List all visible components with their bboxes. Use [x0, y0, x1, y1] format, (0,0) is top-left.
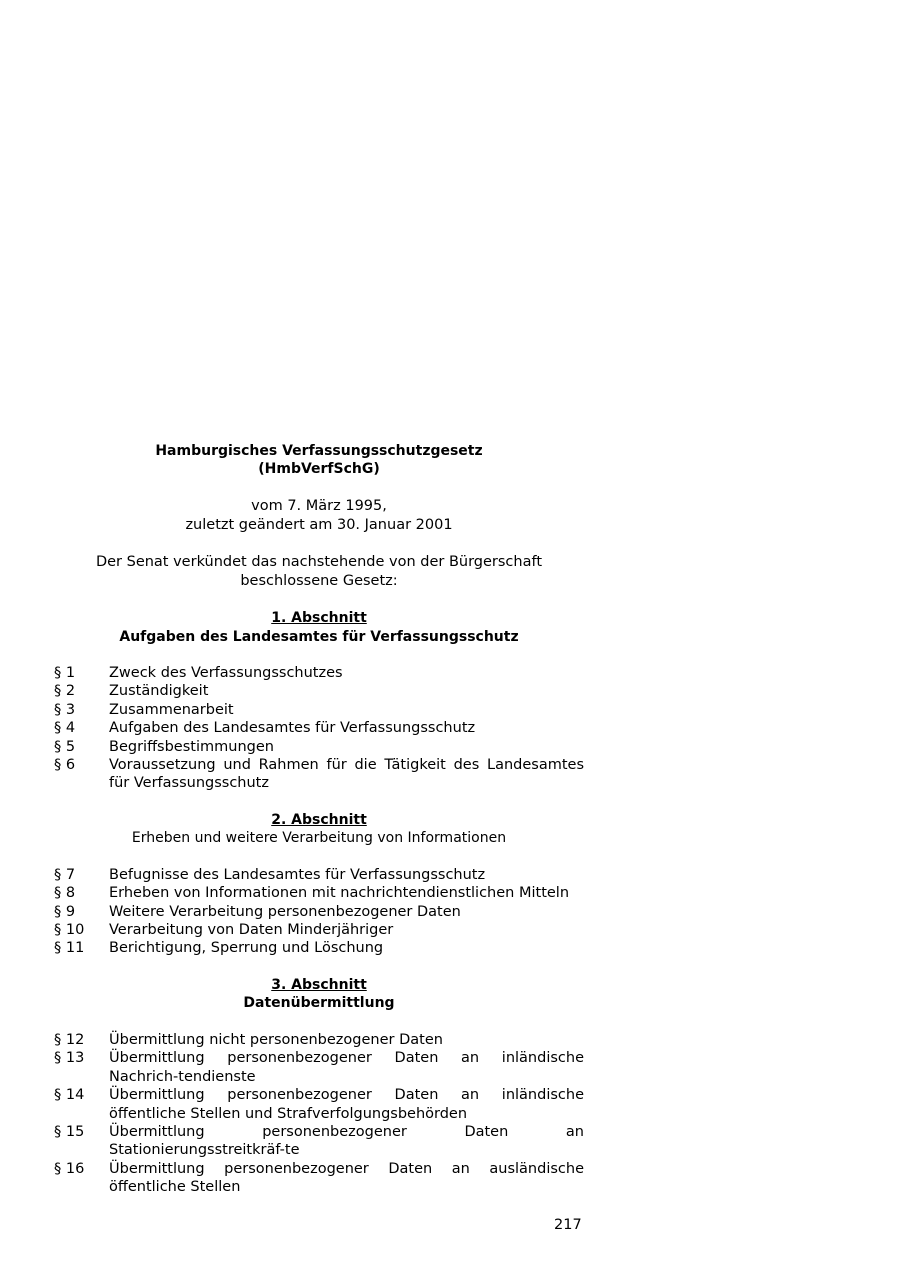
enactment-date: vom 7. März 1995,	[251, 498, 387, 514]
toc-entry	[54, 1049, 584, 1086]
paragraph-number: § 16	[54, 1160, 85, 1177]
section-1-toc	[54, 664, 584, 793]
page-number: 217	[554, 1217, 582, 1233]
paragraph-number: § 13	[54, 1050, 85, 1067]
toc-entry	[54, 1123, 584, 1160]
paragraph-number: § 5	[54, 738, 76, 755]
section-2-number	[54, 811, 584, 830]
paragraph-number: § 11	[54, 940, 85, 957]
section-3-title: Datenübermittlung	[243, 995, 395, 1012]
toc-entry	[54, 664, 584, 682]
paragraph-number: § 9	[54, 903, 76, 920]
toc-entry	[54, 682, 584, 700]
paragraph-title: Zusammenarbeit	[109, 701, 234, 718]
paragraph-title: Voraussetzung und Rahmen für die Tätigkeit des Landesamtes für Verfassungsschutz	[109, 757, 584, 792]
toc-entry	[54, 903, 584, 921]
paragraph-title: Übermittlung nicht personenbezogener Daten	[109, 1031, 443, 1048]
paragraph-title: Berichtigung, Sperrung und Löschung	[109, 940, 384, 957]
section-3-number	[54, 976, 584, 995]
paragraph-number: § 7	[54, 866, 76, 883]
paragraph-number: § 2	[54, 683, 76, 700]
preamble-line-2: beschlossene Gesetz:	[240, 572, 398, 589]
paragraph-title: Befugnisse des Landesamtes für Verfassungsschutz	[109, 866, 486, 883]
paragraph-number: § 12	[54, 1031, 85, 1048]
toc-entry	[54, 1160, 584, 1197]
paragraph-title: Zweck des Verfassungsschutzes	[109, 665, 343, 681]
section-2-number-text: 2. Abschnitt	[271, 811, 367, 828]
paragraph-title: Weitere Verarbeitung personenbezogener Daten	[109, 903, 461, 920]
toc-entry	[54, 738, 584, 756]
paragraph-number: § 1	[54, 665, 76, 681]
paragraph-title: Verarbeitung von Daten Minderjähriger	[109, 922, 394, 939]
law-abbreviation: (HmbVerfSchG)	[258, 461, 380, 477]
toc-entry	[54, 701, 584, 719]
paragraph-number: § 3	[54, 701, 76, 718]
paragraph-number: § 14	[54, 1087, 85, 1104]
toc-entry	[54, 866, 584, 884]
paragraph-number: § 10	[54, 922, 85, 939]
section-1-title: Aufgaben des Landesamtes für Verfassungsschutz	[119, 628, 519, 645]
section-3-toc	[54, 1031, 584, 1197]
paragraph-number: § 6	[54, 757, 76, 774]
paragraph-title: Zuständigkeit	[109, 683, 209, 700]
law-title: Hamburgisches Verfassungsschutzgesetz	[155, 443, 483, 459]
toc-entry	[54, 756, 584, 793]
amendment-date: zuletzt geändert am 30. Januar 2001	[185, 516, 453, 533]
paragraph-title: Aufgaben des Landesamtes für Verfassungsschutz	[109, 720, 476, 737]
toc-entry	[54, 884, 584, 902]
section-1-number-text: 1. Abschnitt	[271, 610, 367, 626]
toc-entry	[54, 1031, 584, 1049]
paragraph-title: Begriffsbestimmungen	[109, 738, 274, 755]
toc-entry	[54, 719, 584, 737]
paragraph-title: Erheben von Informationen mit nachrichtendienstlichen Mitteln	[109, 885, 570, 902]
paragraph-title: Übermittlung personenbezogener Daten an inländische Nachrich-tendienste	[109, 1050, 584, 1085]
preamble-line-1: Der Senat verkündet das nachstehende von der Bürgerschaft	[95, 554, 543, 570]
section-1-number	[54, 609, 584, 628]
paragraph-title: Übermittlung personenbezogener Daten an ausländische öffentliche Stellen	[109, 1160, 584, 1196]
section-2-title: Erheben und weitere Verarbeitung von Informationen	[131, 830, 507, 847]
toc-entry	[54, 1086, 584, 1123]
section-3-number-text: 3. Abschnitt	[271, 976, 367, 993]
content-column	[54, 442, 584, 1197]
paragraph-number: § 8	[54, 885, 76, 902]
toc-entry	[54, 921, 584, 939]
paragraph-title: Übermittlung personenbezogener Daten an inländische öffentliche Stellen und Strafverfolgungsbehörden	[109, 1087, 584, 1122]
toc-entry	[54, 939, 584, 957]
section-2-toc	[54, 866, 584, 958]
paragraph-number: § 15	[54, 1123, 85, 1140]
paragraph-title: Übermittlung personenbezogener Daten an Stationierungsstreitkräf-te	[109, 1123, 584, 1159]
paragraph-number: § 4	[54, 720, 76, 737]
